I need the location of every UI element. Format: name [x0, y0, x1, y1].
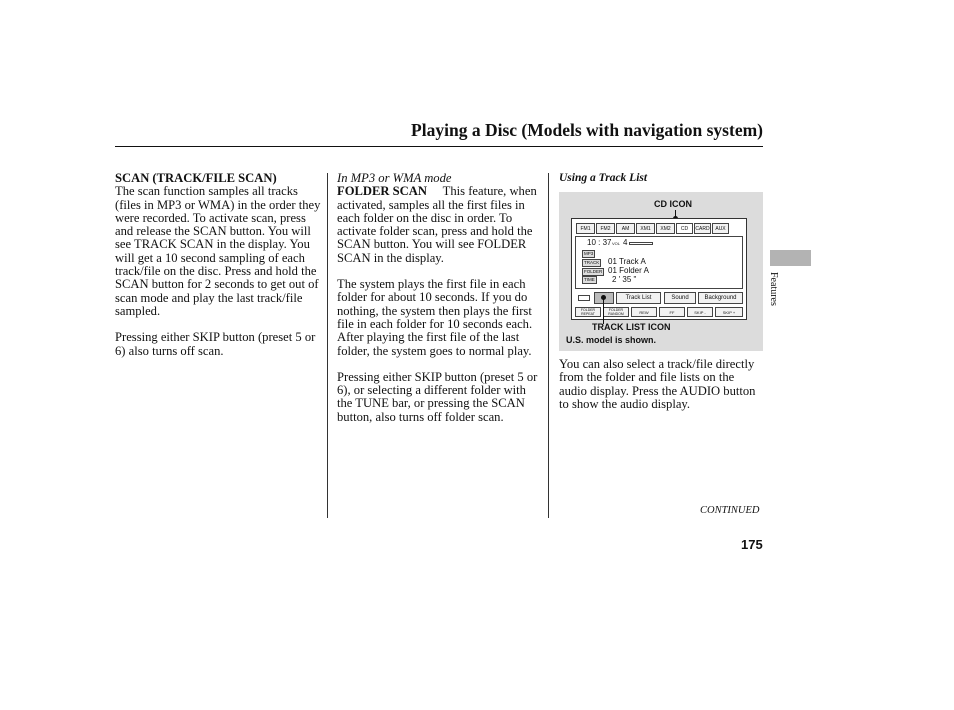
cd-button[interactable]: CD: [676, 223, 693, 234]
folder-scan-paragraph-2: The system plays the first file in each folder for about 10 seconds. If you do nothing, the system then plays the first file in each folder for 10 seconds each. After playing the first file of the last folder, the system goes to normal play.: [337, 277, 533, 358]
folder-value: 01 Folder A: [608, 266, 649, 275]
folder-scan-text: This feature, when activated, samples all the first files in each folder on the disc in order. To activate folder scan, press and hold the SCAN button. You will see FOLDER SCAN in the display.: [337, 184, 537, 265]
track-list-heading: Using a Track List: [559, 172, 648, 184]
am-button[interactable]: AM: [616, 223, 635, 234]
track-list-paragraph: You can also select a track/file directly from the folder and file lists on the audio display. Press the AUDIO button to show the audio display.: [559, 357, 756, 411]
time-tag: TIME: [584, 277, 595, 282]
aux-button[interactable]: AUX: [712, 223, 729, 234]
format-tag: MP3: [584, 251, 594, 256]
volume-value: 4: [623, 238, 628, 247]
folder-scan-paragraph-3: Pressing either SKIP button (preset 5 or 6), or selecting a different folder with the TUNE bar, or pressing the SCAN button, also turns off folder scan.: [337, 369, 538, 424]
track-list-icon-label: TRACK LIST ICON: [592, 322, 671, 332]
scan-paragraph-1: The scan function samples all tracks (files in MP3 or WMA) in the order they were recorded. To activate scan, press and release the SCAN button. You will see TRACK SCAN in the display. You will get a 10 second sampling of each track/file on the disc. Press and hold the SCAN button for 2 seconds to get out of scan mode and play the last track/file sampled.: [115, 184, 321, 318]
column-divider-2: [548, 173, 549, 518]
xm2-button[interactable]: XM2: [656, 223, 675, 234]
mode-label: In MP3 or WMA mode: [337, 171, 452, 185]
ff-button[interactable]: FF: [659, 307, 685, 317]
eject-icon: [578, 295, 590, 301]
scan-heading: SCAN (TRACK/FILE SCAN): [115, 171, 277, 185]
cd-icon-label: CD ICON: [654, 199, 692, 209]
audio-screen: [571, 218, 747, 320]
section-label: Features: [768, 272, 779, 306]
skip-plus-button[interactable]: SKIP +: [715, 307, 743, 317]
section-tab: [770, 250, 811, 266]
rew-button[interactable]: REW: [631, 307, 657, 317]
page-title: Playing a Disc (Models with navigation system): [411, 120, 763, 140]
column-scan: [115, 172, 325, 358]
folder-scan-paragraph-1: [337, 185, 544, 265]
time-value: 2 ' 35 ": [612, 275, 637, 284]
track-list-tab[interactable]: Track List: [616, 292, 661, 304]
folder-repeat-button[interactable]: FOLDER REPEAT: [575, 307, 601, 317]
track-list-icon-leader: [603, 297, 604, 324]
scan-paragraph-2: Pressing either SKIP button (preset 5 or 6) also turns off scan.: [115, 330, 316, 358]
sound-tab[interactable]: Sound: [664, 292, 696, 304]
continued-label: CONTINUED: [700, 505, 760, 516]
title-rule: [115, 146, 763, 147]
xm1-button[interactable]: XM1: [636, 223, 655, 234]
track-tag: TRACK: [584, 260, 600, 265]
volume-label: VOL: [612, 241, 621, 246]
page-number: 175: [741, 537, 763, 552]
skip-minus-button[interactable]: SKIP -: [687, 307, 713, 317]
track-list-icon-leader-dot: [601, 295, 606, 300]
column-folder-scan: [337, 172, 544, 424]
folder-random-button[interactable]: FOLDER RANDOM: [603, 307, 629, 317]
folder-scan-heading: FOLDER SCAN: [337, 184, 427, 199]
volume-bar: [629, 242, 653, 245]
model-note: U.S. model is shown.: [566, 335, 657, 345]
folder-tag: FOLDER: [584, 269, 603, 274]
fm1-button[interactable]: FM1: [576, 223, 595, 234]
fm2-button[interactable]: FM2: [596, 223, 615, 234]
card-button[interactable]: CARD: [694, 223, 711, 234]
background-tab[interactable]: Background: [698, 292, 743, 304]
clock: 10 : 37: [587, 238, 612, 247]
track-value: 01 Track A: [608, 257, 646, 266]
column-divider-1: [327, 173, 328, 518]
